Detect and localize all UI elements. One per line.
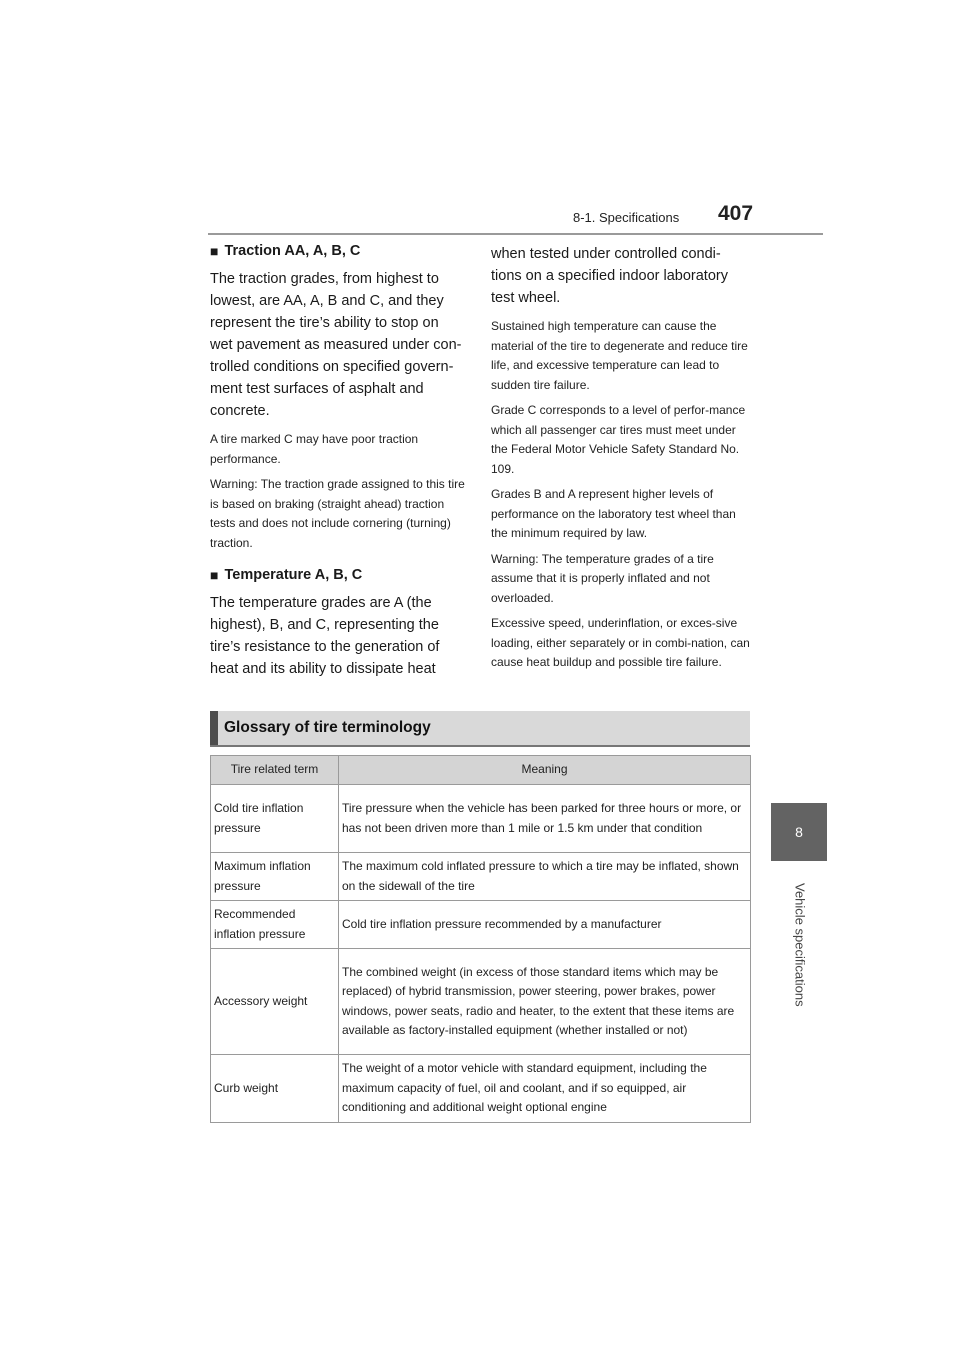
term-cell: Accessory weight (211, 949, 339, 1055)
table-row (211, 949, 751, 1055)
traction-body: The traction grades, from highest to lowest, are AA, A, B and C, and they represent the tire’s ability to stop on wet pavement as measured under con-trolled conditions on specified govern-ment test surfaces of asphalt and concrete. (210, 271, 462, 419)
temperature-heading (210, 567, 465, 583)
column-header-meaning: Meaning (339, 756, 751, 785)
table-row (211, 1055, 751, 1123)
meaning-cell: The maximum cold inflated pressure to which a tire may be inflated, shown on the sidewall of the tire (339, 853, 751, 901)
temperature-body-continued: when tested under controlled condi-tions on a specified indoor laboratory test wheel. (491, 246, 728, 306)
heading-accent-bar (210, 711, 218, 745)
traction-heading (210, 243, 465, 259)
chapter-label-text: Vehicle specifications (792, 883, 808, 1007)
meaning-cell: Cold tire inflation pressure recommended by a manufacturer (339, 901, 751, 949)
table-row (211, 785, 751, 853)
traction-heading-text: Traction AA, A, B, C (224, 243, 361, 259)
temperature-note: Sustained high temperature can cause the material of the tire to degenerate and reduce tire life, and excessive temperature can lead to sudden tire failure. (491, 319, 748, 392)
column-header-term: Tire related term (211, 756, 339, 785)
term-cell: Recommended inflation pressure (211, 901, 339, 949)
temperature-note: Grades B and A represent higher levels of performance on the laboratory test wheel than the minimum required by law. (491, 487, 736, 540)
term-cell: Maximum inflation pressure (211, 853, 339, 901)
square-bullet-icon: ■ (210, 567, 219, 583)
term-cell: Cold tire inflation pressure (211, 785, 339, 853)
table-row (211, 853, 751, 901)
temperature-heading-text: Temperature A, B, C (224, 567, 363, 583)
right-column (491, 243, 751, 679)
glossary-table (210, 755, 751, 1123)
traction-warning: Warning: The traction grade assigned to this tire is based on braking (straight ahead) traction tests and does not include cornering (turning) traction. (210, 477, 465, 550)
term-cell: Curb weight (211, 1055, 339, 1123)
glossary-title: Glossary of tire terminology (224, 719, 431, 736)
section-title: 8-1. Specifications (573, 210, 680, 225)
header-divider (208, 233, 823, 235)
glossary-heading (210, 711, 750, 747)
meaning-cell: Tire pressure when the vehicle has been parked for three hours or more, or has not been driven more than 1 mile or 1.5 km under that condition (339, 785, 751, 853)
page-number: 407 (718, 202, 754, 225)
table-header-row (211, 756, 751, 785)
temperature-note: Grade C corresponds to a level of perfor-mance which all passenger car tires must meet under the Federal Motor Vehicle Safety Standard No. 109. (491, 403, 746, 476)
meaning-cell: The weight of a motor vehicle with standard equipment, including the maximum capacity of fuel, oil and coolant, and if so equipped, air conditioning and additional weight optional engine (339, 1055, 751, 1123)
traction-note: A tire marked C may have poor traction performance. (210, 432, 419, 466)
square-bullet-icon: ■ (210, 243, 219, 259)
temperature-warning: Warning: The temperature grades of a tire assume that it is properly inflated and not overloaded. (491, 551, 714, 605)
meaning-cell: The combined weight (in excess of those standard items which may be replaced) of hybrid transmission, power steering, power brakes, power windows, power seats, radio and heater, to the extent that these items are available as factory-installed equipment (whether installed or not) (339, 949, 751, 1055)
table-row (211, 901, 751, 949)
temperature-body: The temperature grades are A (the highest), B, and C, representing the tire’s resistance to the generation of heat and its ability to dissipate heat (210, 595, 440, 677)
left-column (210, 243, 465, 688)
chapter-number: 8 (795, 824, 803, 840)
temperature-note: Excessive speed, underinflation, or exces-sive loading, either separately or in combi-nation, can cause heat buildup and possible tire failure. (491, 616, 750, 669)
chapter-label (772, 870, 828, 1020)
chapter-tab[interactable] (771, 803, 827, 861)
